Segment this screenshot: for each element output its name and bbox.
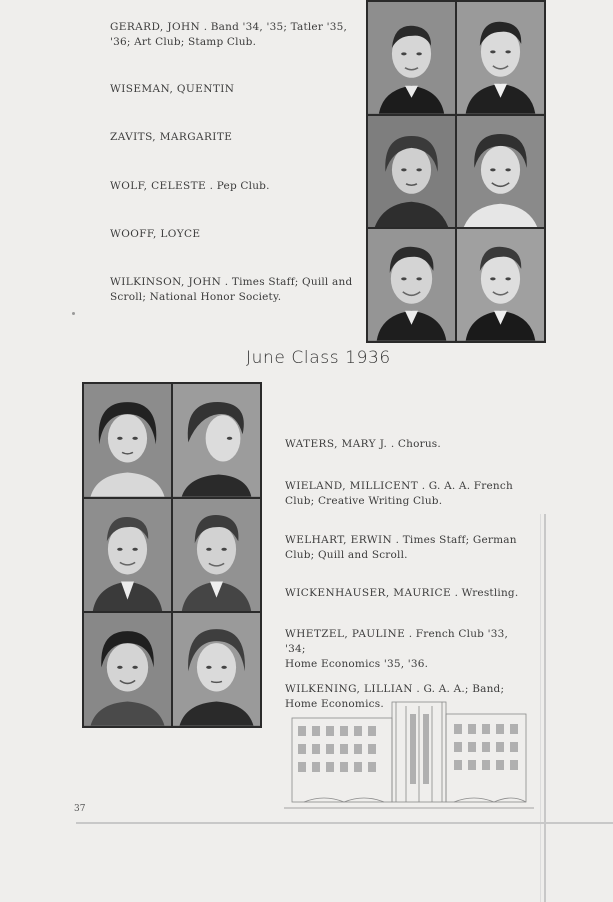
page-border-vertical-inner (540, 514, 541, 902)
student-activities: . Times Staff; German (395, 534, 517, 546)
student-activities: . G. A. A.; Band; (416, 683, 505, 695)
portrait-photo (84, 384, 171, 497)
school-building-sketch (284, 690, 534, 812)
section-title: June Class 1936 (246, 348, 391, 368)
student-activities-cont: Club; Quill and Scroll. (285, 549, 408, 561)
student-activities-cont: '36; Art Club; Stamp Club. (110, 36, 257, 48)
student-activities: . Pep Club. (209, 180, 270, 192)
entry-wilkinson-john (110, 275, 360, 305)
student-name: WATERS, MARY J. (285, 438, 388, 450)
entry-wolf-celeste (110, 179, 360, 194)
portrait-photo (84, 499, 171, 612)
entry-wieland-millicent (285, 479, 530, 509)
student-name: GERARD, JOHN (110, 21, 201, 33)
student-name: WOLF, CELESTE (110, 180, 207, 192)
student-activities: . Chorus. (390, 438, 441, 450)
page-number: 37 (74, 804, 86, 814)
student-activities-cont: Club; Creative Writing Club. (285, 495, 443, 507)
decorative-dot (72, 312, 75, 315)
student-activities-cont: Scroll; National Honor Society. (110, 291, 282, 303)
student-name: WILKINSON, JOHN (110, 276, 222, 288)
student-activities-cont: Home Economics. (285, 698, 384, 710)
student-name: WELHART, ERWIN (285, 534, 393, 546)
entry-wickenhauser-maurice (285, 586, 530, 601)
entry-gerard-john (110, 20, 360, 50)
portrait-photo (173, 384, 260, 497)
student-name: WILKENING, LILLIAN (285, 683, 413, 695)
portrait-photo (173, 499, 260, 612)
entry-wooff-loyce (110, 227, 360, 242)
portrait-photo (457, 229, 544, 341)
student-activities: . Band '34, '35; Tatler '35, (203, 21, 347, 33)
student-activities: . Times Staff; Quill and (224, 276, 353, 288)
entry-whetzel-pauline (285, 627, 530, 672)
portrait-photo (368, 229, 455, 341)
portrait-photo (368, 116, 455, 228)
student-name: WICKENHAUSER, MAURICE (285, 587, 452, 599)
student-activities-cont: Home Economics '35, '36. (285, 658, 429, 670)
portrait-photo (173, 613, 260, 726)
portrait-photo (457, 116, 544, 228)
portrait-photo (368, 2, 455, 114)
portrait-photo (84, 613, 171, 726)
entry-wiseman-quentin (110, 82, 360, 97)
entry-welhart-erwin (285, 533, 530, 563)
top-portrait-grid (366, 0, 546, 343)
student-name: ZAVITS, MARGARITE (110, 131, 233, 143)
student-activities: . French Club '33, '34; (285, 628, 509, 655)
page-border-vertical (544, 514, 546, 902)
page-border-horizontal (76, 822, 613, 824)
student-activities: . G. A. A. French (421, 480, 513, 492)
student-name: WIELAND, MILLICENT (285, 480, 419, 492)
portrait-photo (457, 2, 544, 114)
entry-zavits-margarite (110, 130, 360, 145)
student-name: WHETZEL, PAULINE (285, 628, 406, 640)
entry-waters-mary (285, 437, 530, 452)
student-name: WOOFF, LOYCE (110, 228, 201, 240)
bottom-portrait-grid (82, 382, 262, 728)
student-activities: . Wrestling. (454, 587, 519, 599)
student-name: WISEMAN, QUENTIN (110, 83, 235, 95)
